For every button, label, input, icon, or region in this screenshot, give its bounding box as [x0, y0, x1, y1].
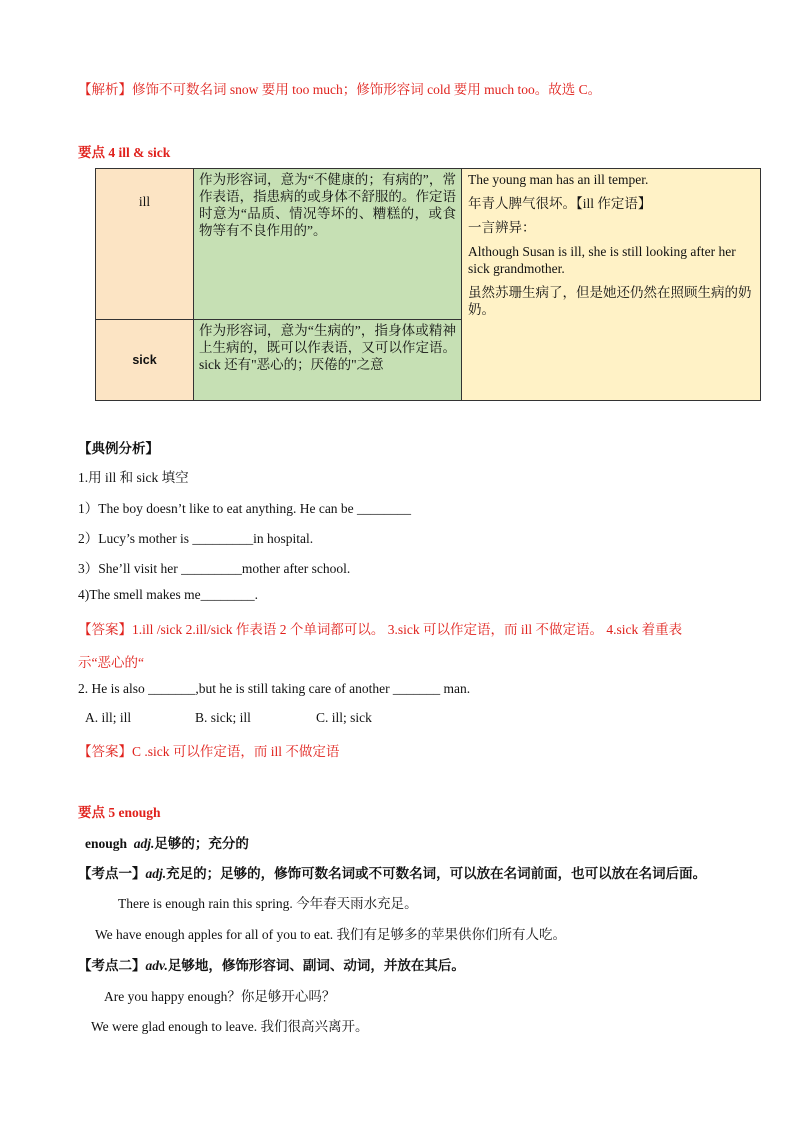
q1-item: 2）Lucy’s mother is _________in hospital. [78, 531, 314, 546]
example-line: Although Susan is ill, she is still looking after her sick grandmother. [468, 244, 736, 276]
kp2-label: 【考点二】 [78, 958, 146, 973]
def-pos: adj. [133, 836, 155, 851]
def-meaning: 足够的；充分的 [154, 836, 249, 851]
q2-question: 2. He is also _______,but he is still taking care of another _______ man. [78, 681, 471, 696]
kp1-example: There is enough rain this spring. 今年春天雨水充足。 [118, 896, 418, 911]
q2-option-c: C. ill; sick [316, 710, 372, 725]
kp1-text: 充足的；足够的，修饰可数名词或不可数名词，可以放在名词前面，也可以放在名词后面。 [166, 866, 707, 881]
q1-answer: 【答案】1.ill /sick 2.ill/sick 作表语 2 个单词都可以。 3.sick 可以作定语，而 ill 不做定语。 4.sick 着重表 [78, 622, 683, 637]
enough-definition [85, 832, 249, 852]
example-line: 一言辨异： [468, 220, 536, 235]
word-sick: sick [96, 320, 194, 401]
desc-ill: 作为形容词，意为“不健康的；有病的”，常作表语，指患病的或身体不舒服的。作定语时意为“品质、情况等坏的、糟糕的，或食物等有不良作用的”。 [194, 169, 462, 320]
kp1-pos: adj. [145, 866, 167, 881]
kp2-text: 足够地，修饰形容词、副词、动词，并放在其后。 [167, 958, 465, 973]
q1-item: 4)The smell makes me________. [78, 587, 258, 602]
point4-heading: 要点 4 ill & sick [78, 145, 171, 160]
kp2-example: Are you happy enough？你足够开心吗？ [104, 989, 336, 1004]
desc-sick: 作为形容词，意为“生病的”，指身体或精神上生病的，既可以作表语，又可以作定语。sick 还有"恶心的；厌倦的"之意 [194, 320, 462, 401]
example-line: 年青人脾气很坏。【ill 作定语】 [468, 196, 652, 211]
examples-cell [462, 169, 761, 401]
example-line: 虽然苏珊生病了，但是她还仍然在照顾生病的奶奶。 [468, 285, 752, 317]
word-ill: ill [96, 169, 194, 320]
kp1-example: We have enough apples for all of you to eat. 我们有足够多的苹果供你们所有人吃。 [95, 927, 566, 942]
kp1-line [78, 862, 706, 882]
q2-answer: 【答案】C .sick 可以作定语，而 ill 不做定语 [78, 744, 340, 759]
typical-heading: 【典例分析】 [78, 441, 159, 456]
q1-title: 1.用 ill 和 sick 填空 [78, 470, 189, 485]
q2-option-b: B. sick; ill [195, 710, 251, 725]
q2-option-a: A. ill; ill [85, 710, 132, 725]
kp2-pos: adv. [145, 958, 168, 973]
previous-analysis: 【解析】修饰不可数名词 snow 要用 too much；修饰形容词 cold 要用 much too。故选 C。 [78, 82, 602, 97]
point5-heading: 要点 5 enough [78, 805, 161, 820]
ill-sick-table [95, 168, 761, 401]
kp2-example: We were glad enough to leave. 我们很高兴离开。 [91, 1019, 369, 1034]
def-word: enough [85, 836, 128, 851]
example-line: The young man has an ill temper. [468, 172, 649, 187]
kp2-line [78, 954, 465, 974]
q1-answer-cont: 示“恶心的“ [78, 655, 144, 670]
kp1-label: 【考点一】 [78, 866, 146, 881]
q1-item: 3）She’ll visit her _________mother after school. [78, 561, 351, 576]
q1-item: 1）The boy doesn’t like to eat anything. He can be ________ [78, 501, 412, 516]
